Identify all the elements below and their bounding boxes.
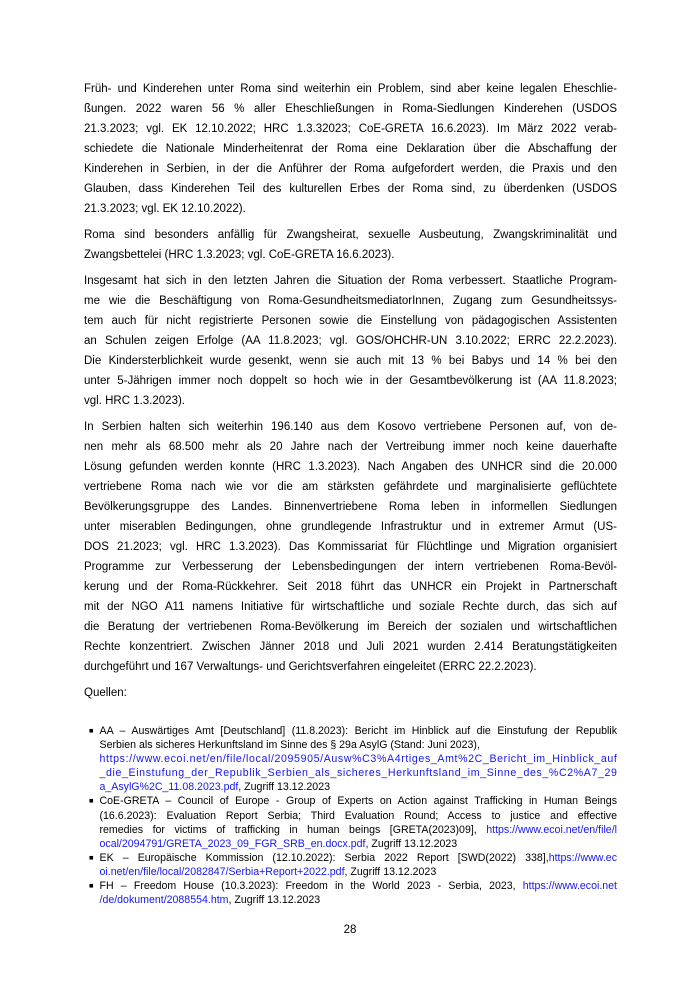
source-line [100, 879, 618, 893]
source-link[interactable]: _die_Einstufung_der_Republik_Serbien_als_sicheres_Herkunftsland_im_Sinne_des_%C2%A7_29 [99, 767, 618, 780]
paragraph-line: Kinderehen in Serbien, in der die Anführer der Roma aufgefordert werden, die Praxis und den [84, 163, 617, 175]
source-text: EK – Europäische Kommission (12.10.2022): Serbia 2022 Report [SWD(2022) 338], [99, 851, 549, 864]
source-line [100, 724, 618, 738]
source-link[interactable]: https://www.ecoi.net/en/file/l [486, 823, 617, 836]
paragraph [84, 417, 617, 677]
source-text: , Zugriff 13.12.2023 [365, 837, 458, 850]
source-link[interactable]: https://www.ecoi.net/en/file/local/2095905/Ausw%C3%A4rtiges_Amt%2C_Bericht_im_Hinblick_auf [99, 753, 618, 766]
paragraph-line: Lösung gefunden werden konnte (HRC 1.3.2023). Nach Angaben des UNHCR sind die 20.000 [84, 461, 617, 473]
paragraph-line: DOS 21.2023; vgl. HRC 1.3.2023). Das Kommissariat für Flüchtlinge und Migration organisiert [84, 541, 617, 553]
body-paragraphs [84, 79, 617, 677]
source-text: Serbien als sicheres Herkunftsland im Sinne des § 29a AsylG (Stand: Juni 2023), [99, 739, 480, 752]
source-link[interactable]: https://www.ec [548, 851, 617, 864]
paragraph [84, 79, 617, 219]
paragraph-line: vertriebene Roma nach wie vor die am stärksten gefährdete und marginalisierte geflüchtete [84, 481, 617, 493]
source-line [100, 766, 618, 780]
paragraph [84, 225, 617, 265]
paragraph-line: Insgesamt hat sich in den letzten Jahren die Situation der Roma verbessert. Staatliche Program- [84, 275, 617, 287]
source-text: , Zugriff 13.12.2023 [344, 865, 437, 878]
sources-list [84, 724, 617, 907]
page-content [84, 79, 617, 907]
source-link[interactable]: a_AsylG%2C_11.08.2023.pdf [99, 781, 239, 794]
paragraph-line: Glauben, dass Kinderehen Teil des kulturellen Erbes der Roma sind, zu überdenken (USDOS [84, 183, 617, 195]
paragraph-line: durchgeführt und 167 Verwaltungs- und Gerichtsverfahren eingeleitet (ERRC 22.2.2023). [84, 661, 537, 673]
paragraph-line: an Schulen zeigen Erfolge (AA 11.8.2023; vgl. GOS/OHCHR-UN 3.10.2022; ERRC 22.2.2023). [84, 335, 617, 347]
source-line [100, 738, 618, 752]
bullet-square-icon: ■ [89, 796, 94, 806]
source-text: , Zugriff 13.12.2023 [238, 781, 330, 794]
source-link[interactable]: ocal/2094791/GRETA_2023_09_FGR_SRB_en.docx.pdf [99, 837, 366, 850]
paragraph-line: Rechte konzentriert. Zwischen Jänner 2018 und Juli 2021 wurden 2.414 Beratungstätigkeiten [84, 641, 617, 653]
paragraph-line: vgl. HRC 1.3.2023). [84, 395, 185, 407]
source-text: CoE-GRETA – Council of Europe - Group of Experts on Action against Trafficking in Human Beings [99, 795, 617, 808]
source-link[interactable]: /de/dokument/2088554.htm [99, 894, 229, 907]
paragraph-line: Roma sind besonders anfällig für Zwangsheirat, sexuelle Ausbeutung, Zwangskriminalität und [84, 229, 617, 241]
paragraph-line: unter miserablen Bedingungen, ohne grundlegende Infrastruktur und in extremer Armut (US- [84, 521, 617, 533]
paragraph-line: Die Kindersterblichkeit wurde gesenkt, wenn sie auch mit 13 % bei Babys und 14 % bei den [84, 355, 617, 367]
paragraph-line: schiedete die Nationale Minderheitenrat der Roma eine Deklaration über die Abschaffung der [84, 143, 617, 155]
source-text: FH – Freedom House (10.3.2023): Freedom in the World 2023 - Serbia, 2023, [99, 880, 523, 893]
source-item [84, 851, 617, 879]
bullet-square-icon: ■ [89, 726, 94, 735]
paragraph-line: mit der NGO A11 namens Initiative für wirtschaftliche und soziale Rechte durch, das sich auf [84, 601, 617, 613]
paragraph-line: unter 5-Jährigen immer noch doppelt so hoch wie in der Gesamtbevölkerung ist (AA 11.8.2023; [84, 375, 617, 387]
paragraph-line: In Serbien halten sich weiterhin 196.140 aus dem Kosovo vertriebene Personen auf, von de- [84, 421, 617, 433]
source-line [100, 823, 618, 837]
source-item [84, 724, 617, 794]
paragraph-line: 21.3.2023; vgl. EK 12.10.2022). [84, 203, 246, 215]
source-link[interactable]: oi.net/en/file/local/2082847/Serbia+Report+2022.pdf [99, 865, 345, 878]
paragraph-line: kerung und der Roma-Rückkehrer. Seit 2018 führt das UNHCR ein Projekt in Partnerschaft [84, 581, 617, 593]
paragraph-line: Bevölkerungsgruppe des Landes. Binnenvertriebene Roma leben in informellen Siedlungen [84, 501, 617, 513]
page-number: 28 [343, 924, 357, 936]
source-item [84, 794, 617, 850]
paragraph-line: Zwangsbettelei (HRC 1.3.2023; vgl. CoE-GRETA 16.6.2023). [84, 249, 395, 261]
source-text: (16.6.2023): Evaluation Report Serbia; Third Evaluation Round; Access to justice and effective [99, 809, 617, 822]
paragraph-line: die Beratung der vertriebenen Roma-Bevölkerung im Bereich der sozialen und wirtschaftlichen [84, 621, 617, 633]
source-line [100, 809, 618, 823]
paragraph-line: nen mehr als 68.500 mehr als 20 Jahre nach der Vertreibung immer noch keine dauerhafte [84, 441, 617, 453]
paragraph-line: 21.3.2023; vgl. EK 12.10.2022; HRC 1.3.32023; CoE-GRETA 16.6.2023). Im März 2022 verab- [84, 123, 617, 135]
source-line [100, 837, 618, 851]
paragraph-line: tem auch für nicht registrierte Personen sowie die Einstellung von pädagogischen Assistenten [84, 315, 617, 327]
bullet-square-icon: ■ [89, 881, 94, 891]
source-text: remedies for victims of trafficking in human beings [GRETA(2023)09], [99, 823, 487, 836]
source-line [100, 851, 618, 865]
source-line [100, 794, 618, 808]
sources-heading: Quellen: [84, 687, 127, 699]
paragraph-line: me wie die Beschäftigung von Roma-GesundheitsmediatorInnen, Zugang zum Gesundheitssys- [84, 295, 617, 307]
source-text: , Zugriff 13.12.2023 [228, 894, 321, 907]
source-line [100, 780, 618, 794]
paragraph-line: ßungen. 2022 waren 56 % aller Eheschließungen in Roma-Siedlungen Kinderehen (USDOS [84, 103, 617, 115]
paragraph [84, 271, 617, 411]
bullet-square-icon: ■ [89, 852, 94, 862]
source-link[interactable]: https://www.ecoi.net [522, 880, 617, 893]
source-item [84, 879, 617, 907]
source-text: AA – Auswärtiges Amt [Deutschland] (11.8.2023): Bericht im Hinblick auf die Einstufung der Republik [99, 725, 617, 737]
paragraph-line: Programme zur Verbesserung der Lebensbedingungen der intern vertriebenen Roma-Bevöl- [84, 561, 617, 573]
source-line [100, 865, 618, 879]
paragraph-line: Früh- und Kinderehen unter Roma sind weiterhin ein Problem, sind aber keine legalen Eheschlie- [84, 83, 617, 95]
source-line [100, 893, 618, 907]
source-line [100, 752, 618, 766]
